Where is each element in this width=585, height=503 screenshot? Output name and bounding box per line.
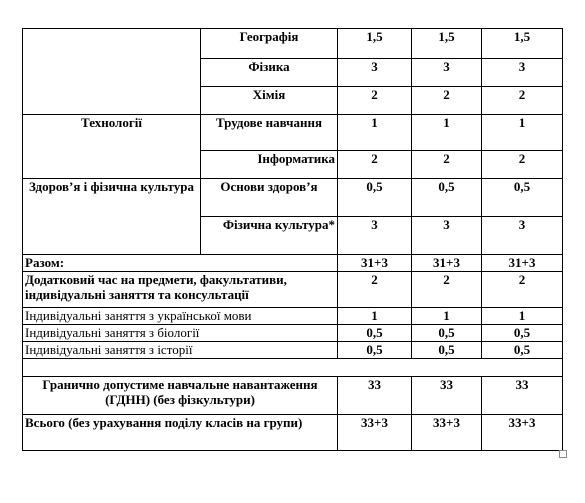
hours-cell: 2 <box>338 87 412 115</box>
hours-cell: 1 <box>482 308 563 325</box>
hours-cell: 1,5 <box>338 29 412 59</box>
curriculum-table <box>22 28 563 451</box>
hours-cell: 33 <box>412 377 482 415</box>
hours-cell: 2 <box>412 151 482 179</box>
hours-cell: 0,5 <box>482 179 563 217</box>
overall-row <box>23 415 563 451</box>
subject-area-cell: Технології <box>23 115 201 179</box>
extra-time-label: Додатковий час на предмети, факультативи, індивідуальні заняття та консультації <box>23 272 338 308</box>
hours-cell: 33+3 <box>338 415 412 451</box>
hours-cell: 3 <box>482 217 563 255</box>
hours-cell: 33 <box>338 377 412 415</box>
empty-cell <box>23 359 563 377</box>
hours-cell: 0,5 <box>412 179 482 217</box>
hours-cell: 31+3 <box>338 255 412 272</box>
hours-cell: 1,5 <box>412 29 482 59</box>
hours-cell: 33+3 <box>412 415 482 451</box>
hours-cell: 31+3 <box>412 255 482 272</box>
subject-cell: Трудове навчання <box>201 115 338 151</box>
table-row <box>23 29 563 59</box>
individual-label: Індивідуальні заняття з історії <box>23 342 338 359</box>
total-label: Разом: <box>23 255 338 272</box>
hours-cell: 0,5 <box>338 179 412 217</box>
hours-cell: 3 <box>482 59 563 87</box>
hours-cell: 1 <box>412 115 482 151</box>
hours-cell: 31+3 <box>482 255 563 272</box>
subject-cell: Інформатика <box>201 151 338 179</box>
total-row <box>23 255 563 272</box>
subject-area-cell: Здоров’я і фізична культура <box>23 179 201 255</box>
limit-label: Гранично допустиме навчальне навантаження (ГДНН) (без фізкультури) <box>23 377 338 415</box>
hours-cell: 1 <box>338 115 412 151</box>
hours-cell: 0,5 <box>482 325 563 342</box>
hours-cell: 2 <box>482 87 563 115</box>
subject-cell: Основи здоров’я <box>201 179 338 217</box>
table-row <box>23 115 563 151</box>
table-row <box>23 179 563 217</box>
empty-row <box>23 359 563 377</box>
subject-cell: Фізична культура* <box>201 217 338 255</box>
hours-cell: 33 <box>482 377 563 415</box>
extra-time-row <box>23 272 563 308</box>
individual-row <box>23 342 563 359</box>
paragraph-mark-icon <box>559 450 567 458</box>
hours-cell: 0,5 <box>482 342 563 359</box>
individual-row <box>23 308 563 325</box>
hours-cell: 3 <box>412 59 482 87</box>
subject-area-cell <box>23 29 201 115</box>
limit-row <box>23 377 563 415</box>
hours-cell: 2 <box>412 272 482 308</box>
subject-cell: Хімія <box>201 87 338 115</box>
hours-cell: 2 <box>412 87 482 115</box>
hours-cell: 1 <box>482 115 563 151</box>
hours-cell: 0,5 <box>412 325 482 342</box>
individual-label: Індивідуальні заняття з біології <box>23 325 338 342</box>
subject-cell: Географія <box>201 29 338 59</box>
hours-cell: 0,5 <box>338 325 412 342</box>
hours-cell: 1 <box>338 308 412 325</box>
hours-cell: 0,5 <box>338 342 412 359</box>
individual-row <box>23 325 563 342</box>
hours-cell: 1 <box>412 308 482 325</box>
hours-cell: 33+3 <box>482 415 563 451</box>
hours-cell: 1,5 <box>482 29 563 59</box>
hours-cell: 3 <box>412 217 482 255</box>
hours-cell: 0,5 <box>412 342 482 359</box>
hours-cell: 3 <box>338 59 412 87</box>
individual-label: Індивідуальні заняття з української мови <box>23 308 338 325</box>
hours-cell: 2 <box>482 151 563 179</box>
hours-cell: 2 <box>482 272 563 308</box>
hours-cell: 2 <box>338 272 412 308</box>
subject-cell: Фізика <box>201 59 338 87</box>
hours-cell: 2 <box>338 151 412 179</box>
overall-label: Всього (без урахування поділу класів на групи) <box>23 415 338 451</box>
hours-cell: 3 <box>338 217 412 255</box>
